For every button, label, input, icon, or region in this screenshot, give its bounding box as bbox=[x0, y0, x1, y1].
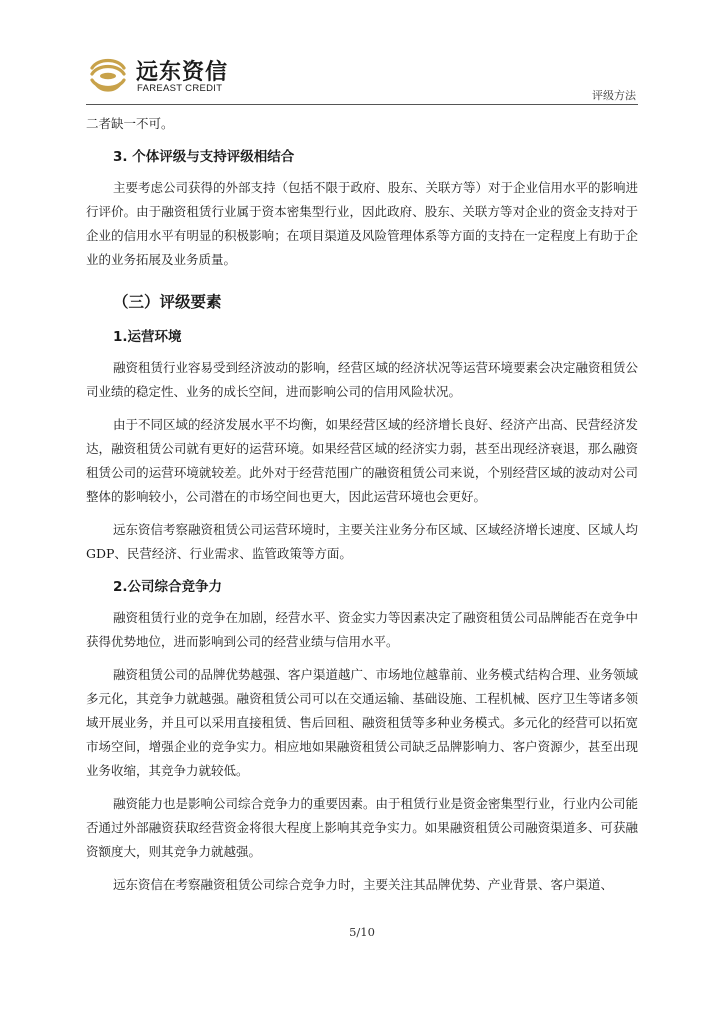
subheading-competitiveness: 2.公司综合竞争力 bbox=[113, 579, 223, 595]
paragraph-competitiveness-1: 融资租赁行业的竞争在加剧，经营水平、资金实力等因素决定了融资租赁公司品牌能否在竞争中获得优势地位，进而影响到公司的经营业绩与信用水平。 bbox=[86, 610, 639, 649]
paragraph-operating-env-2: 由于不同区域的经济发展水平不均衡，如果经营区域的经济增长良好、经济产出高、民营经济发达，融资租赁公司就有更好的运营环境。如果经营区域的经济实力弱，甚至出现经济衰退，那么融资租赁公司的运营环境就较差。此外对于经营范围广的融资租赁公司来说，个别经营区域的波动对公司整体的影响较小，公司潜在的市场空间也更大，因此运营环境也会更好。 bbox=[86, 417, 639, 504]
header-section-title: 评级方法 bbox=[592, 89, 636, 102]
paragraph-competitiveness-4: 远东资信在考察融资租赁公司综合竞争力时，主要关注其品牌优势、产业背景、客户渠道、 bbox=[113, 877, 614, 892]
company-name-en: FAREAST CREDIT bbox=[137, 83, 223, 94]
page-number: 5/10 bbox=[349, 925, 375, 939]
subheading-operating-environment: 1.运营环境 bbox=[113, 329, 182, 345]
paragraph-continuation: 二者缺一不可。 bbox=[86, 116, 174, 131]
header-divider bbox=[86, 104, 638, 105]
paragraph-competitiveness-3: 融资能力也是影响公司综合竞争力的重要因素。由于租赁行业是资金密集型行业，行业内公司能否通过外部融资获取经营资金将很大程度上影响其竞争实力。如果融资租赁公司融资渠道多、可获融资额度大，则其竞争力就越强。 bbox=[86, 796, 639, 859]
paragraph-competitiveness-2: 融资租赁公司的品牌优势越强、客户渠道越广、市场地位越靠前、业务模式结构合理、业务领域多元化，其竞争力就越强。融资租赁公司可以在交通运输、基础设施、工程机械、医疗卫生等诸多领域开展业务，并且可以采用直接租赁、售后回租、融资租赁等多种业务模式。多元化的经营可以拓宽市场空间，增强企业的竞争实力。相应地如果融资租赁公司缺乏品牌影响力、客户资源少，甚至出现业务收缩，其竞争力就较低。 bbox=[86, 667, 639, 778]
section-heading-rating-factors: （三）评级要素 bbox=[113, 293, 222, 311]
paragraph-operating-env-1: 融资租赁行业容易受到经济波动的影响，经营区域的经济状况等运营环境要素会决定融资租赁公司业绩的稳定性、业务的成长空间，进而影响公司的信用风险状况。 bbox=[86, 360, 639, 399]
company-name-cn: 远东资信 bbox=[136, 60, 229, 85]
document-body bbox=[86, 112, 638, 897]
subheading-individual-support-rating: 3. 个体评级与支持评级相结合 bbox=[113, 149, 295, 165]
paragraph-external-support: 主要考虑公司获得的外部支持（包括不限于政府、股东、关联方等）对于企业信用水平的影响进行评价。由于融资租赁行业属于资本密集型行业，因此政府、股东、关联方等对企业的资金支持对于企业的信用水平有明显的积极影响；在项目渠道及风险管理体系等方面的支持在一定程度上有助于企业的业务拓展及业务质量。 bbox=[86, 180, 639, 267]
fareast-logo-icon bbox=[86, 52, 130, 96]
paragraph-operating-env-3: 远东资信考察融资租赁公司运营环境时，主要关注业务分布区域、区域经济增长速度、区域人均 GDP、民营经济、行业需求、监管政策等方面。 bbox=[86, 522, 639, 561]
